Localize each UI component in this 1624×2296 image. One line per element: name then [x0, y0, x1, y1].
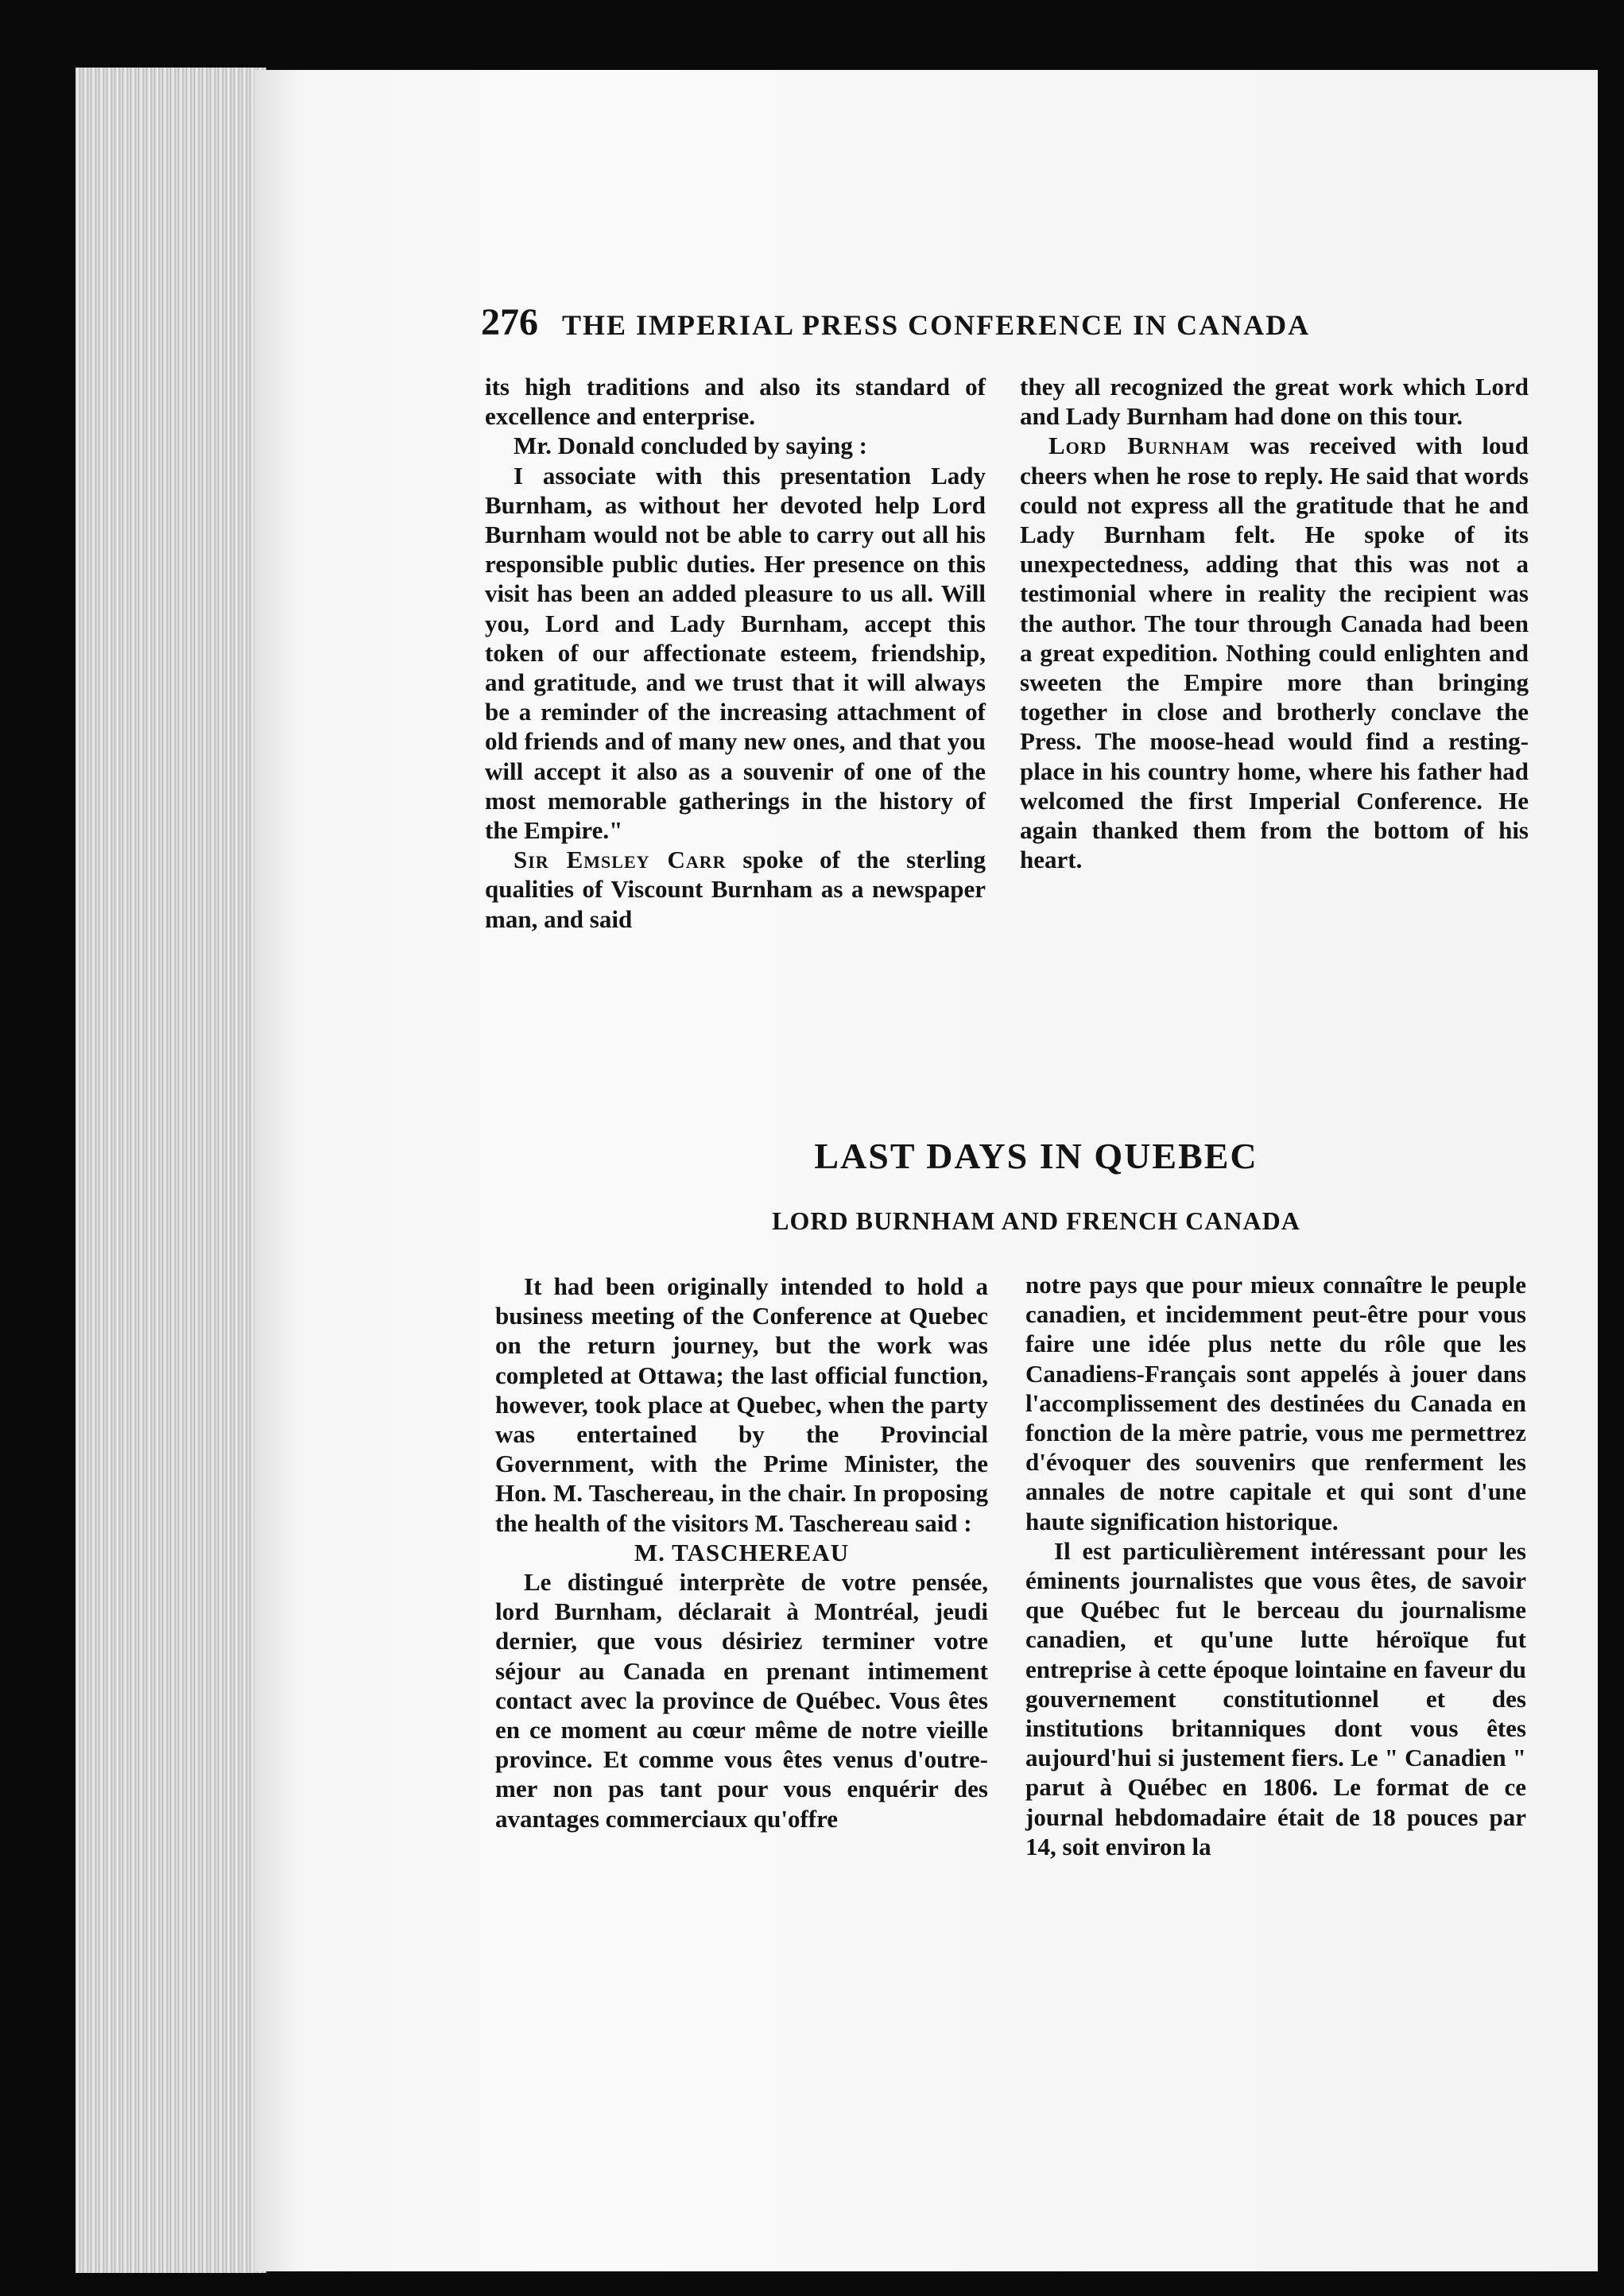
column-4	[1025, 1270, 1526, 1861]
speaker-name: Sir Emsley Carr	[514, 846, 727, 874]
speaker-heading: M. TASCHEREAU	[634, 1538, 850, 1566]
book-page	[254, 70, 1598, 2271]
paragraph	[1020, 431, 1529, 874]
speaker-name: Lord Burnham	[1048, 432, 1231, 460]
french-paragraph: Le distingué interprète de votre pensée, lord Burnham, déclarait à Montréal, jeudi dernier, que vous désiriez terminer votre séjour au Canada en prenant intimement contact avec la province de Québec. Vous êtes en ce moment au cœur même de notre vieille province. Et comme vous êtes venus d'outre-mer non pas tant pour vous enquérir des avantages commerciaux qu'offre	[495, 1568, 988, 1833]
paragraph-text: spoke of the sterling qualities of Viscount Burnham as a newspaper man, and said	[485, 846, 986, 933]
paragraph: its high traditions and also its standard of excellence and enterprise.	[485, 373, 986, 431]
paragraph: It had been originally intended to hold a business meeting of the Conference at Quebec on the return journey, but the work was completed at Ottawa; the last official function, however, took place at Quebec, when the party was entertained by the Provincial Government, with the Prime Minister, the Hon. M. Taschereau, in the chair. In proposing the health of the visitors M. Taschereau said :	[495, 1272, 988, 1537]
paragraph	[485, 845, 986, 934]
paragraph: they all recognized the great work which Lord and Lady Burnham had done on this tour.	[1020, 373, 1529, 431]
paragraph: Mr. Donald concluded by saying :	[514, 432, 867, 460]
section-subheading: LORD BURNHAM AND FRENCH CANADA	[772, 1206, 1300, 1235]
section-heading: LAST DAYS IN QUEBEC	[814, 1136, 1258, 1176]
running-header	[481, 300, 1624, 356]
page-number: 276	[481, 301, 538, 343]
column-2	[1020, 372, 1529, 874]
page-edges	[76, 68, 266, 2273]
column-3	[495, 1272, 988, 1833]
column-1	[485, 372, 986, 934]
quoted-paragraph: I associate with this presentation Lady Burnham, as without her devoted help Lord Burnham would not be able to carry out all his responsible public duties. Her presence on this visit has been an added pleasure to us all. Will you, Lord and Lady Burnham, accept this token of our affectionate esteem, friendship, and gratitude, and we trust that it will always be a reminder of the increasing attachment of old friends and of many new ones, and that you will accept it also as a souvenir of one of the most memorable gatherings in the history of the Empire."	[485, 461, 986, 845]
french-paragraph: Il est particulièrement intéressant pour les éminents journalistes que vous êtes, de savoir que Québec fut le berceau du journalisme canadien, et qu'une lutte héroïque fut entreprise à cette époque lointaine en faveur du gouvernement constitutionnel et des institutions britanniques dont vous êtes aujourd'hui si justement fiers. Le " Canadien " parut à Québec en 1806. Le format de ce journal hebdomadaire était de 18 pouces par 14, soit environ la	[1025, 1536, 1526, 1860]
running-title: THE IMPERIAL PRESS CONFERENCE IN CANADA	[562, 309, 1311, 341]
paragraph-text: was received with loud cheers when he rose to reply. He said that words could not express all the gratitude that he and Lady Burnham felt. He spoke of its unexpectedness, adding that this was not a testimonial where in reality the recipient was the author. The tour through Canada had been a great expedition. Nothing could enlighten and sweeten the Empire more than bringing together in close and brotherly conclave the Press. The moose-head would find a resting-place in his country home, where his father had welcomed the first Imperial Conference. He again thanked them from the bottom of his heart.	[1020, 432, 1529, 874]
french-paragraph: notre pays que pour mieux connaître le peuple canadien, et incidemment peut-être pour vous faire une idée plus nette du rôle que les Canadiens-Français sont appelés à jouer dans l'accomplissement des destinées du Canada en fonction de la mère patrie, vous me permettrez d'évoquer des souvenirs que renferment les annales de notre capitale et qui sont d'une haute signification historique.	[1025, 1271, 1526, 1535]
